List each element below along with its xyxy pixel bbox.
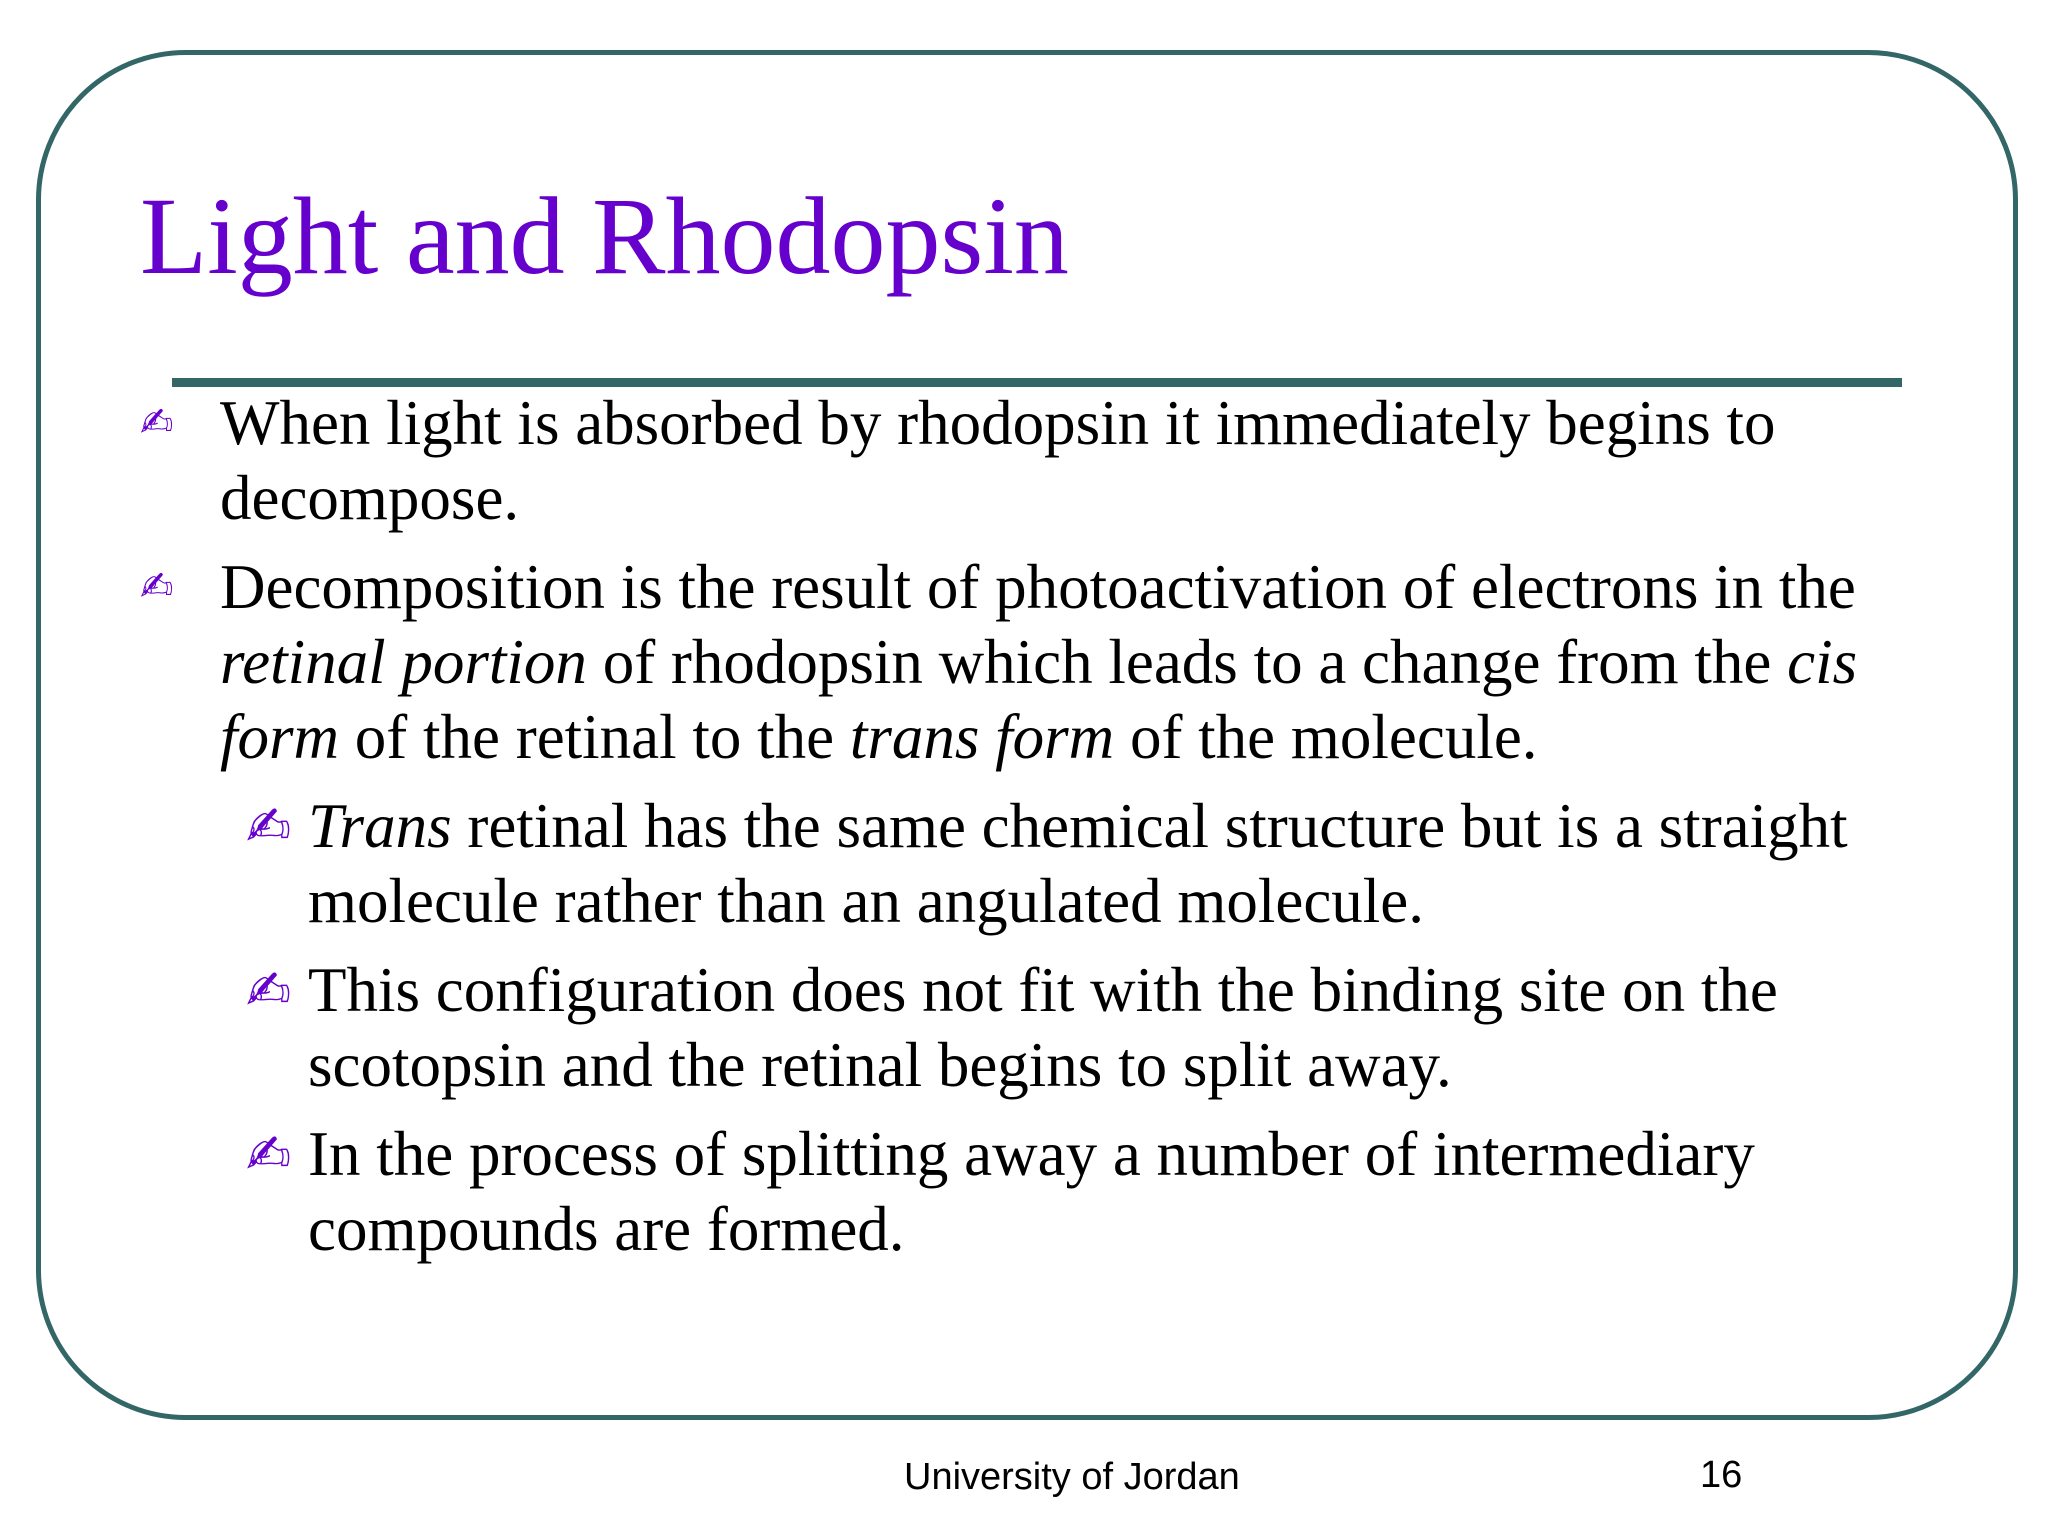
bullet-text: When light is absorbed by rhodopsin it immediately begins to decompose. — [220, 388, 1776, 533]
slide-title: Light and Rhodopsin — [140, 175, 1069, 297]
text-run: of the molecule. — [1114, 702, 1538, 772]
sub-bullet-item — [140, 789, 1920, 939]
text-run: of the retinal to the — [339, 702, 850, 772]
slide-content — [140, 386, 1920, 1281]
text-run: Decomposition is the result of photoactivation of electrons in the — [220, 552, 1856, 622]
italic-term: cis form — [220, 627, 1858, 772]
sub-bullet-text: This configuration does not fit with the binding site on the scotopsin and the retinal begins to split away. — [308, 955, 1778, 1100]
text-run: retinal has the same chemical structure but is a straight molecule rather than an angulated molecule. — [308, 791, 1848, 936]
sub-bullet-item — [140, 1117, 1920, 1267]
bullet-text — [220, 552, 1857, 772]
sub-bullet-text: In the process of splitting away a number of intermediary compounds are formed. — [308, 1119, 1755, 1264]
writing-hand-icon: ✍ — [246, 1123, 292, 1186]
writing-hand-icon: ✍ — [246, 795, 292, 858]
bullet-item — [140, 386, 1920, 536]
text-run: of rhodopsin which leads to a change from the — [586, 627, 1788, 697]
page-number: 16 — [1700, 1454, 1743, 1496]
footer-institution: University of Jordan — [904, 1456, 1240, 1498]
sub-bullet-item — [140, 953, 1920, 1103]
writing-hand-icon: ✍ — [140, 564, 174, 610]
sub-bullet-text — [308, 789, 1920, 939]
italic-term: retinal portion — [220, 627, 587, 697]
writing-hand-icon: ✍ — [140, 400, 174, 446]
bullet-item — [140, 550, 1920, 775]
writing-hand-icon: ✍ — [246, 959, 292, 1022]
italic-term: Trans — [308, 791, 452, 861]
italic-term: trans form — [849, 702, 1115, 772]
